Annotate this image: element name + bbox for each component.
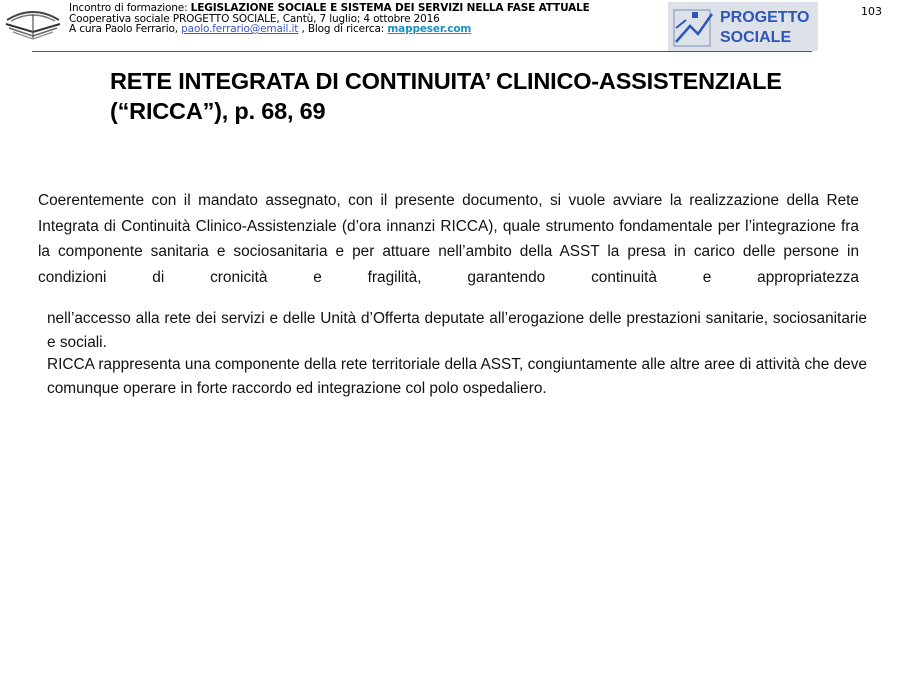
header-divider [32, 51, 812, 52]
author-email-link[interactable]: paolo.ferrario@email.it [181, 23, 299, 35]
blog-prefix: , Blog di ricerca: [298, 23, 388, 35]
brand-line2: SOCIALE [720, 29, 792, 46]
slide-title-line1: RETE INTEGRATA DI CONTINUITA’ CLINICO-ASSISTENZIALE [110, 68, 782, 94]
slide-title [110, 66, 870, 126]
course-title: LEGISLAZIONE SOCIALE E SISTEMA DEI SERVIZI NELLA FASE ATTUALE [190, 2, 590, 14]
page-number: 103 [861, 5, 882, 18]
body-paragraph-2: nell’accesso alla rete dei servizi e delle Unità d’Offerta deputate all’erogazione delle prestazioni sanitarie, sociosanitarie e sociali. [47, 310, 867, 351]
slide-title-line2: (“RICCA”), p. 68, 69 [110, 98, 326, 124]
slide-header [69, 3, 629, 35]
course-label: Incontro di formazione: [69, 2, 191, 14]
progetto-sociale-logo [668, 2, 818, 51]
body-paragraph-1: Coerentemente con il mandato assegnato, con il presente documento, si vuole avviare la realizzazione della Rete Integrata di Continuità Clinico-Assistenziale (d’ora innanzi RICCA), quale strumento fondamentale per l’integrazione fra la componente sanitaria e sociosanitaria e per attuare nell’ambito della ASST la presa in carico delle persone in condizioni di cronicità e fragilità, garantendo continuità e appropriatezza [38, 192, 859, 286]
book-logo-icon [3, 2, 63, 42]
brand-name [720, 8, 810, 48]
brand-mark-icon [670, 6, 718, 48]
cooperative-line: Cooperativa sociale PROGETTO SOCIALE, Cantù, 7 luglio; 4 ottobre 2016 [69, 12, 440, 25]
brand-line1: PROGETTO [720, 9, 810, 26]
blog-link[interactable]: mappeser.com [387, 23, 472, 35]
author-prefix: A cura Paolo Ferrario, [69, 23, 182, 35]
body-paragraph-3: RICCA rappresenta una componente della rete territoriale della ASST, congiuntamente alle altre aree di attività che deve comunque operare in forte raccordo ed integrazione col polo ospedaliero. [47, 356, 867, 397]
